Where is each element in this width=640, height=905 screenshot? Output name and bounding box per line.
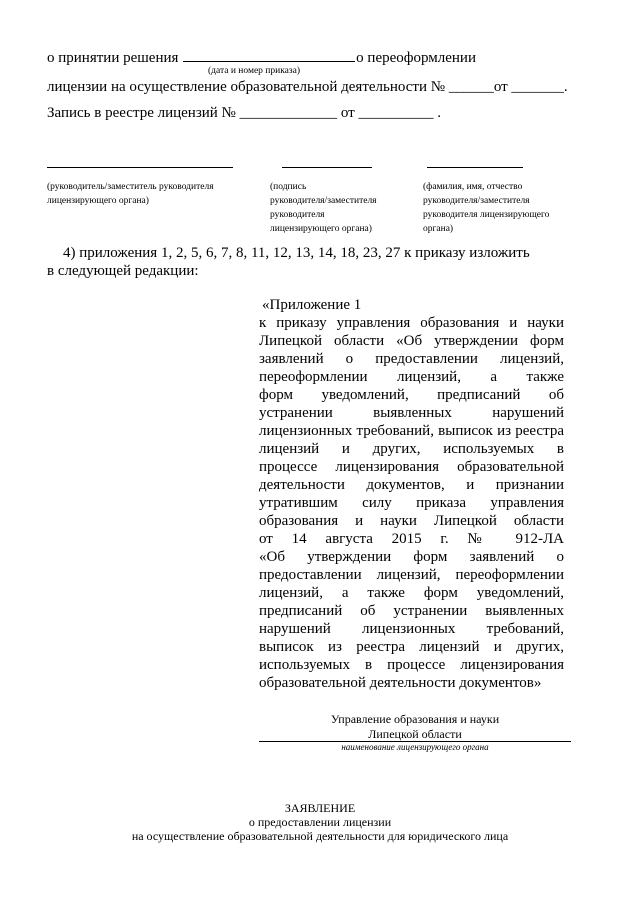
signature-caption-head: (руководитель/заместитель руководителя лицензирующего органа) bbox=[47, 182, 214, 206]
appendix-body: к приказу управления образования и науки Липецкой области «Об утверждении форм заявлений о предоставлении лицензий, переоформлении лицензий, а также форм уведомлений, предписаний об устранении выявленных нарушений лицензионных требований, выписок из реестра лицензий и других, используемых в процессе лицензирования образовательной деятельности документов, и признании утратившим силу приказа управления образования и науки Липецкой области от 14 августа 2015 г. № 912-ЛА «Об утверждении форм заявлений о предоставлении лицензий, переоформлении лицензий, а также форм уведомлений, предписаний об устранении выявленных нарушений лицензионных требований, выписок из реестра лицензий и других, используемых в процессе лицензирования образовательной деятельности документов» bbox=[259, 315, 564, 691]
license-number-line: лицензии на осуществление образовательной деятельности № ______от _______. bbox=[47, 79, 568, 95]
application-heading bbox=[0, 801, 640, 843]
order-date-field bbox=[183, 47, 355, 62]
authority-name-line2: Липецкой области bbox=[368, 727, 462, 741]
application-subtitle-2: на осуществление образовательной деятельности для юридического лица bbox=[131, 829, 509, 843]
authority-caption: наименование лицензирующего органа bbox=[341, 742, 489, 752]
signature-caption-sign: (подпись руководителя/заместителя руководителя лицензирующего органа) bbox=[270, 182, 377, 234]
signature-line-sign bbox=[282, 167, 372, 168]
licensing-authority bbox=[259, 712, 571, 742]
appendix-header bbox=[259, 296, 564, 692]
decision-prefix: о принятии решения bbox=[47, 50, 179, 66]
signature-line-head bbox=[47, 167, 233, 168]
order-date-caption: (дата и номер приказа) bbox=[208, 66, 301, 76]
registry-entry-line: Запись в реестре лицензий № _____________ от __________ . bbox=[47, 105, 441, 121]
paragraph-4: 4) приложения 1, 2, 5, 6, 7, 8, 11, 12, 13, 14, 18, 23, 27 к приказу изложить в следующей редакции: bbox=[47, 245, 530, 279]
signature-caption-name: (фамилия, имя, отчество руководителя/заместителя руководителя лицензирующего органа) bbox=[423, 182, 550, 234]
appendix-title: «Приложение 1 bbox=[262, 297, 362, 313]
signature-line-name bbox=[427, 167, 523, 168]
decision-suffix: о переоформлении bbox=[356, 50, 476, 66]
application-subtitle: о предоставлении лицензии bbox=[248, 815, 392, 829]
application-title: ЗАЯВЛЕНИЕ bbox=[284, 801, 356, 815]
authority-name-line1: Управление образования и науки bbox=[330, 712, 500, 726]
